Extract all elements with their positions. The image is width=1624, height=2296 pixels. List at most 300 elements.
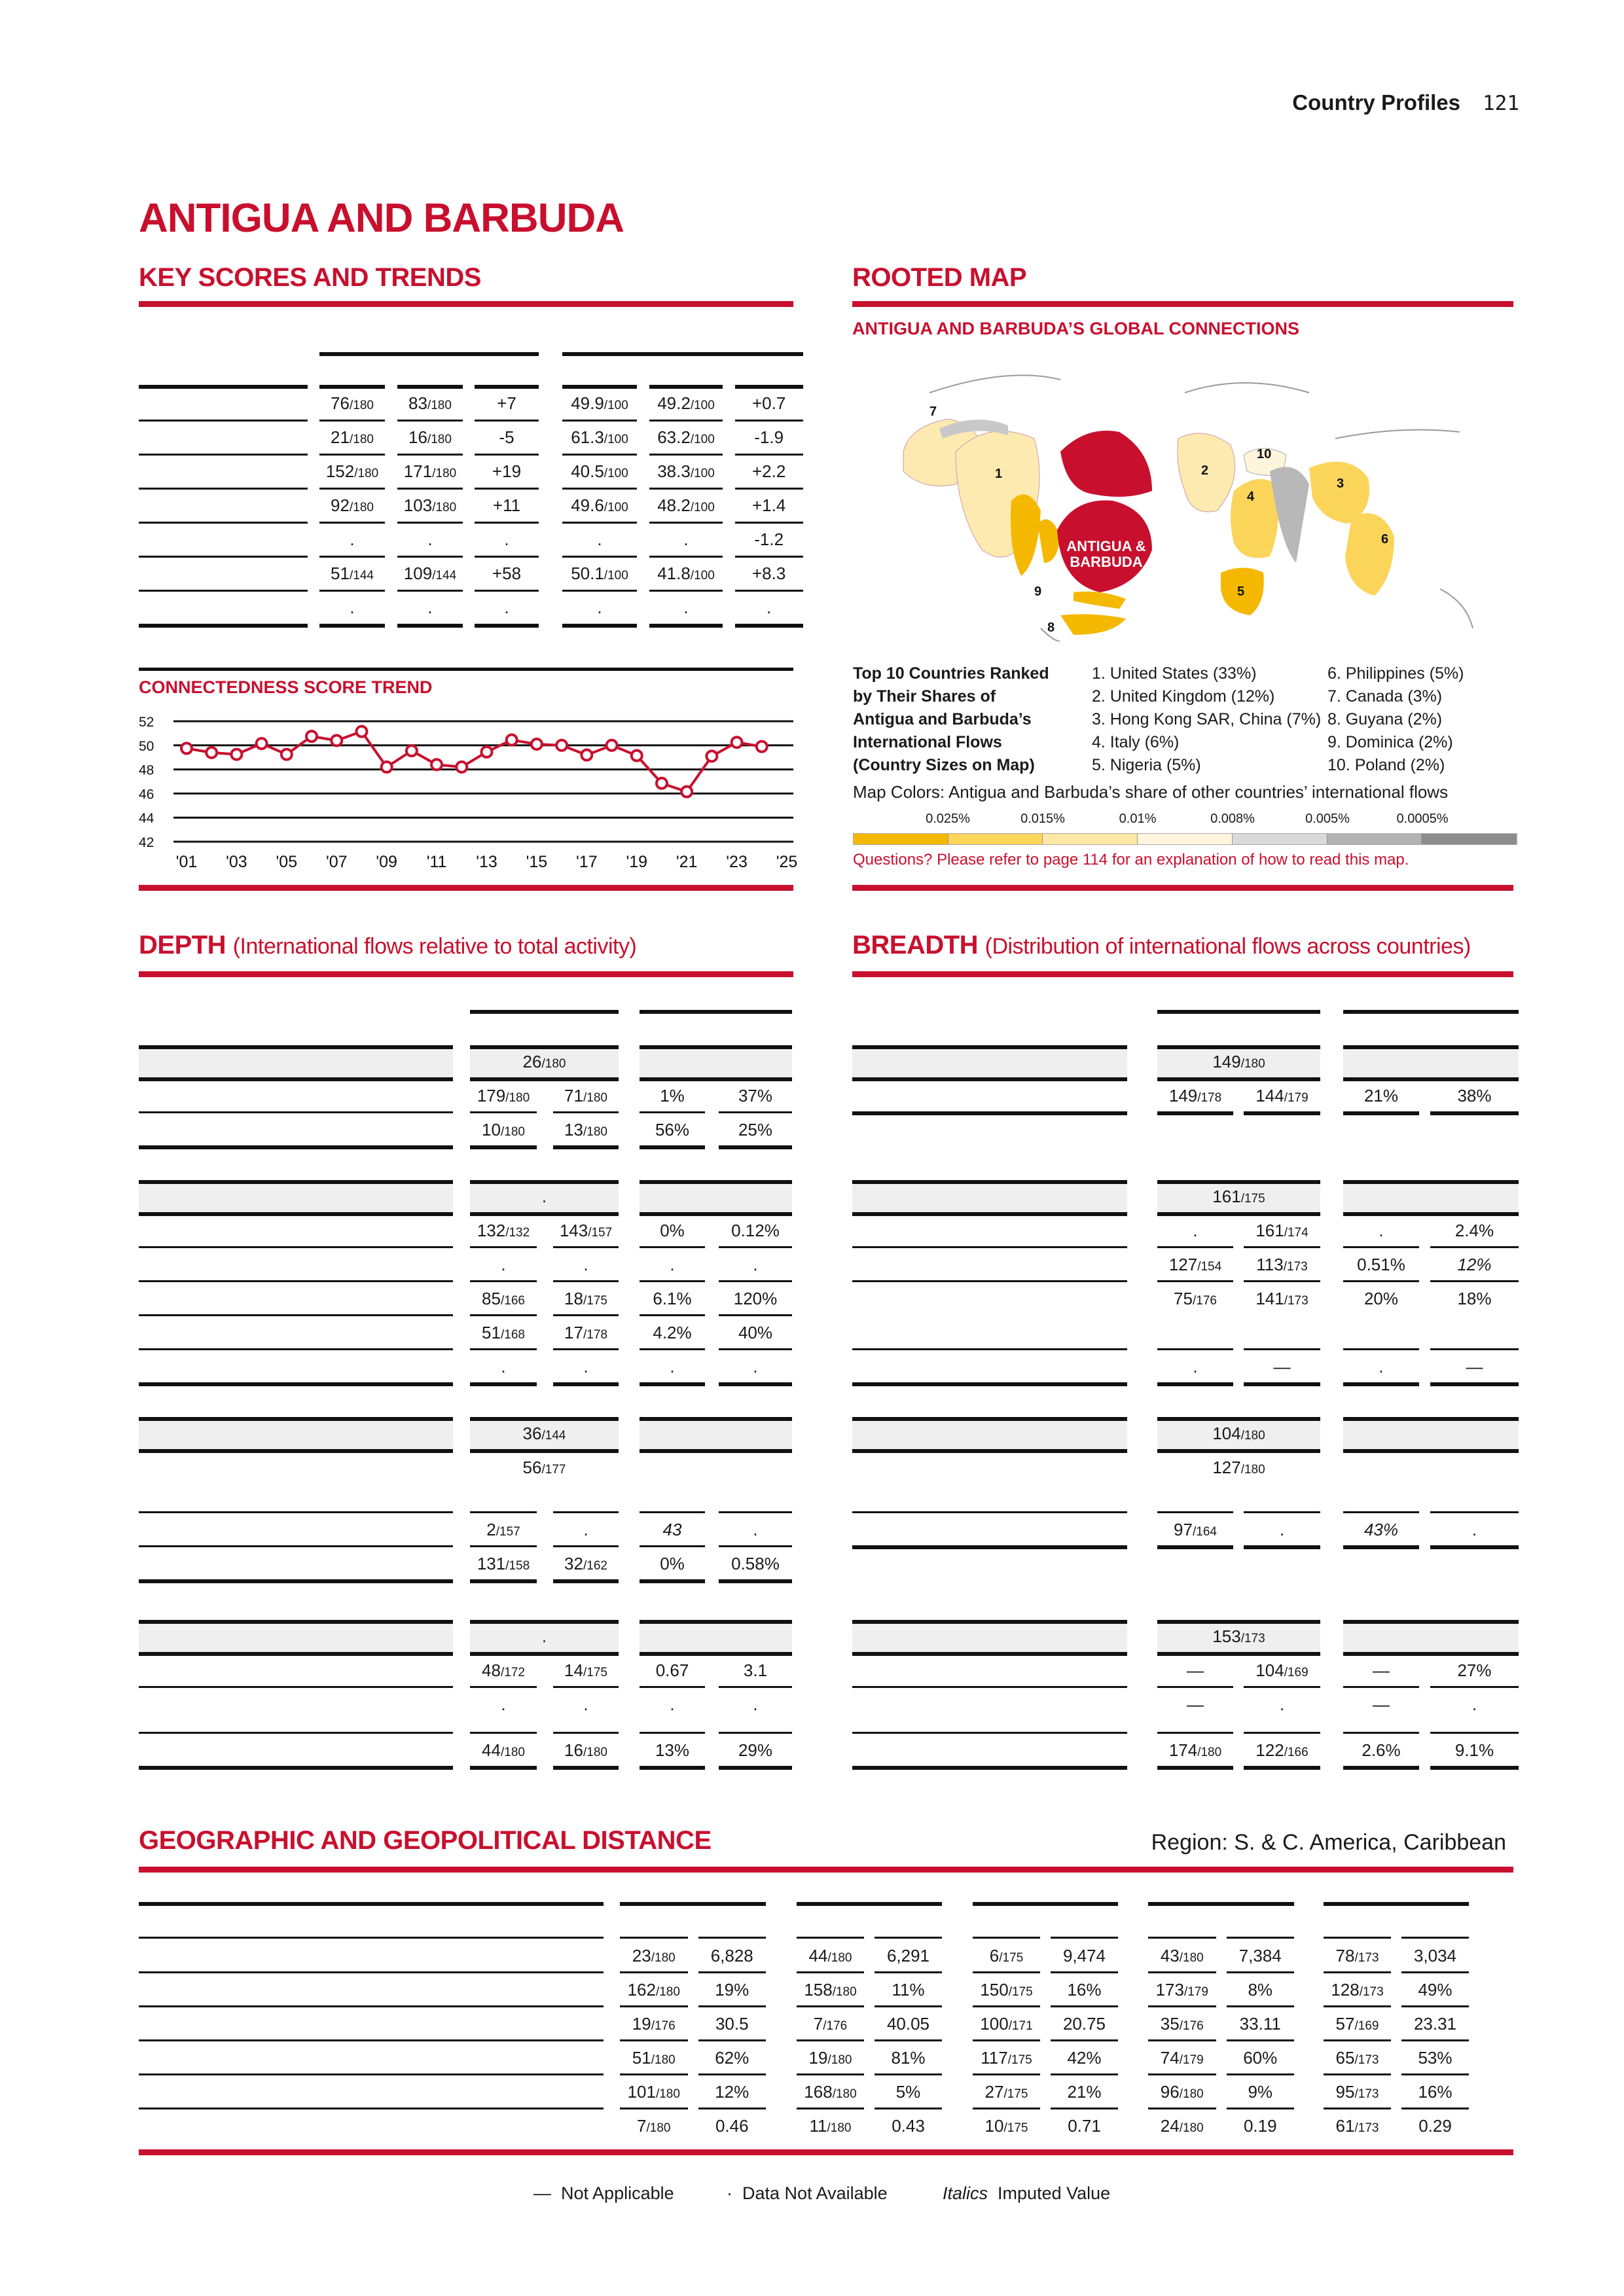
row-rule [649,522,723,524]
value: 0% [660,1221,685,1240]
row-rule [735,590,803,592]
value: . [670,1357,675,1376]
value: 153 [1212,1626,1241,1646]
row-rule [553,1280,619,1282]
score-cell [735,495,803,516]
value: -5 [499,427,514,447]
data-point [607,740,617,751]
value: 20% [1363,1289,1399,1308]
rooted-map-rule [852,301,1513,307]
trend-title: CONNECTEDNESS SCORE TREND [139,677,433,697]
score-cell [562,529,638,550]
value: 51 [632,2048,651,2068]
data-point [431,759,442,770]
geo-rank [797,1979,864,2001]
value: 44 [482,1740,501,1760]
rank-outward [1157,1519,1233,1541]
geo-subheader-rule [1324,1937,1391,1939]
geo-row-rule [139,1971,604,1973]
value: — [1273,1357,1291,1376]
row-rule [139,1579,453,1583]
row-rule [640,1511,705,1513]
value: . [753,1255,758,1274]
row-rule [397,624,462,628]
section-header-rule [852,1449,1127,1453]
y-tick-label: 52 [139,715,154,730]
row-rule [139,1348,453,1350]
row-rule [640,1246,705,1248]
geo-bottom-rule [139,2149,1513,2155]
row-rule [139,488,308,490]
region-caribbean-shapes-2 [1038,519,1060,563]
value: 143 [559,1221,588,1240]
geo-row-rule [620,1971,688,1973]
rank-outward [470,1254,537,1276]
rank-outward [1157,1288,1233,1310]
geo-level: 42% [1067,2048,1102,2068]
rank-outward [470,1519,537,1541]
value: 27 [984,2082,1004,2102]
denominator: /180 [827,2053,852,2067]
value: 48 [482,1660,501,1680]
value: . [1471,1520,1477,1539]
value: 25% [738,1120,773,1139]
row-rule [1430,1246,1519,1248]
level-group-rule [640,1010,792,1014]
row-rule [852,1280,1127,1282]
section-header-rule [1343,1212,1519,1216]
value: 85 [482,1289,501,1308]
section-top-rule [1343,1417,1519,1421]
row-rule [852,1545,1127,1549]
geo-rank [1324,2115,1391,2137]
value: 158 [804,1980,833,2000]
value: 150 [980,1980,1009,2000]
map-number-5: 5 [1237,584,1245,599]
geo-level: 62% [715,2048,749,2068]
geo-row-rule [797,2073,864,2075]
score-cell [735,597,803,619]
geo-rank [1324,1979,1391,2001]
value: 122 [1255,1740,1284,1760]
geo-subheader-rule [1051,1937,1118,1939]
section-top-rule [852,1045,1127,1049]
geo-row-rule [973,2073,1040,2075]
section-header-shade [1343,1622,1519,1652]
section-header-rule [1157,1652,1320,1656]
legend-not-applicable [533,2183,674,2204]
denominator: /179 [1183,1985,1208,1999]
value: 71 [564,1086,583,1105]
geo-rank [973,1979,1040,2001]
x-tick-label: '07 [325,853,348,870]
section-header-rule [139,1652,453,1656]
score-cell [562,597,638,619]
denominator: /176 [823,2019,848,2033]
row-rule [319,420,385,422]
geo-group-rule [973,1902,1118,1906]
geo-row-rule [1227,2108,1295,2109]
row-rule [640,1545,705,1547]
denominator: /180 [655,1985,680,1999]
value: 43 [662,1520,682,1539]
score-cell [649,529,723,550]
level-outward [640,1322,705,1344]
value: 51 [331,564,350,583]
row-rule [1430,1545,1519,1549]
score-cell [649,393,723,414]
level-inward [719,1694,792,1715]
rank-inward [1244,1220,1320,1242]
denominator: /180 [349,399,374,412]
rank-inward [553,1694,619,1715]
row-rule [719,1111,792,1113]
rank-outward [1157,1085,1233,1107]
top10-item: 10. Poland (2%) [1327,756,1445,774]
row-rule [475,488,539,490]
row-rule [1430,1382,1519,1386]
geo-row-rule [1051,2073,1118,2075]
geo-row-rule [1148,2108,1216,2109]
value: 101 [627,2082,656,2102]
map-help-note: Questions? Please refer to page 114 for an explanation of how to read this map. [853,851,1409,869]
section-top-rule [139,1417,453,1421]
row-rule [319,454,385,456]
geo-subheader-rule [1401,1937,1469,1939]
value: . [1379,1357,1384,1376]
value: 37% [738,1086,773,1105]
data-point [456,762,467,772]
rank-group-rule [1157,1010,1320,1014]
top10-item: 5. Nigeria (5%) [1092,756,1201,774]
row-rule [397,590,462,592]
row-rule [1244,1545,1320,1549]
home-label-line2: BARBUDA [1070,554,1143,570]
geo-row-rule [875,1971,942,1973]
denominator: /180 [1240,1057,1265,1071]
row-rule [640,1145,705,1149]
section-top-rule [1157,1180,1320,1184]
denominator: /158 [505,1559,530,1573]
geo-rank [1324,2013,1391,2035]
depth-heading-label: DEPTH [139,931,226,960]
row-rule [640,1314,705,1316]
value: 50.1 [571,564,604,583]
row-rule [139,1314,453,1316]
trend-top-rule [139,668,793,671]
section-header-shade [139,1622,453,1652]
map-number-7: 7 [929,404,937,419]
row-rule [139,624,308,628]
row-rule [852,1246,1127,1248]
section-top-rule [852,1417,1127,1421]
row-rule [1157,1511,1233,1513]
geo-row-rule [1227,2039,1295,2041]
score-cell [475,597,539,619]
row-rule [1157,1111,1233,1115]
key-scores-heading: KEY SCORES AND TRENDS [139,263,481,292]
row-rule [553,1511,619,1513]
row-rule [640,1382,705,1386]
denominator: /100 [690,433,715,446]
value: . [597,529,602,549]
value: 161 [1255,1221,1284,1240]
x-tick-label: '13 [476,853,497,870]
denominator: /169 [1354,2019,1379,2033]
rank-inward [553,1660,619,1681]
section-top-rule [470,1417,619,1421]
section-top-rule [640,1045,792,1049]
row-rule [1244,1382,1320,1386]
section-top-rule [1343,1620,1519,1624]
rank-inward [553,1220,619,1242]
value: -1.9 [754,427,784,447]
row-rule [1343,1111,1419,1115]
geo-row-rule [797,2005,864,2007]
value: 104 [1255,1660,1284,1680]
row-rule [470,1280,537,1282]
level-outward [640,1553,705,1575]
score-cell [562,393,638,414]
denominator: /154 [1197,1260,1222,1274]
value: 49.9 [571,393,604,413]
legend-swatch [1138,834,1233,844]
value: +11 [492,495,521,515]
geo-rank [1324,1945,1391,1967]
rank-inward [553,1085,619,1107]
score-cell [649,597,723,619]
section-top-rule [470,1180,619,1184]
rank-inward [1244,1288,1320,1310]
top10-list-2 [1327,662,1464,777]
section-top-rule [640,1180,792,1184]
legend-label: 0.005% [1305,812,1350,826]
geo-row-rule [1227,2073,1295,2075]
top10-caption-line: International Flows [853,733,1002,751]
score-cell [735,393,803,414]
row-rule [553,1766,619,1770]
row-rule [319,556,385,558]
rooted-map-subtitle: ANTIGUA AND BARBUDA’S GLOBAL CONNECTIONS [852,319,1300,338]
geo-row-rule [1401,2039,1469,2041]
geo-rank [797,1945,864,1967]
level-outward [1343,1220,1419,1242]
row-rule [1343,1511,1419,1513]
score-cell [319,597,385,619]
row-rule [1244,1111,1320,1115]
denominator: /157 [588,1226,613,1240]
value: — [1187,1695,1204,1714]
section-header-shade [640,1419,792,1449]
row-rule [1430,1766,1519,1770]
denominator: /157 [496,1525,520,1539]
score-cell [475,393,539,414]
rank-outward [470,1740,537,1761]
value: 16 [564,1740,583,1760]
merged-rank [1157,1457,1320,1479]
value: 7 [637,2116,647,2136]
data-point [356,726,367,737]
value: 40.5 [571,461,604,481]
value: 18 [564,1289,583,1308]
level-inward [1430,1694,1519,1715]
geo-level: 0.29 [1418,2116,1452,2136]
section-top-rule [640,1620,792,1624]
geo-row-rule [1324,2073,1391,2075]
column-header-rule [649,385,723,389]
value: 0.12% [731,1221,780,1240]
value: . [583,1520,588,1539]
denominator: /173 [1284,1294,1308,1308]
geo-row-rule [620,2108,688,2109]
value: 103 [403,495,433,515]
denominator: /180 [827,1951,852,1965]
value: 14 [564,1660,583,1680]
row-rule [139,590,308,592]
value: +19 [492,461,522,481]
x-tick-label: '19 [626,853,648,870]
row-rule [562,420,638,422]
denominator: /173 [1240,1632,1265,1645]
rank-inward [1244,1254,1320,1276]
value: +8.3 [751,564,786,583]
geo-row-rule [620,2073,688,2075]
geo-level: 5% [895,2082,921,2102]
geo-rank [797,2013,864,2035]
geo-subheader-rule [875,1937,942,1939]
geo-level: 16% [1067,1980,1102,2000]
value: 36 [522,1424,542,1443]
geo-subheader-rule [1227,1937,1295,1939]
row-rule [562,522,638,524]
section-top-rule [1157,1045,1320,1049]
denominator: /179 [1179,2053,1204,2067]
row-rule [719,1766,792,1770]
geo-label-top-rule [139,1902,604,1906]
denominator: /169 [1284,1666,1308,1679]
trend-bottom-rule [139,885,793,891]
score-cell [475,495,539,516]
denominator: /180 [1179,2087,1204,2101]
dash-symbol: — [533,2183,551,2203]
rank-outward [470,1119,537,1141]
key-scores-rule [139,301,793,307]
data-point [632,750,642,761]
top10-caption [853,662,1049,777]
section-header-rule [852,1077,1127,1081]
value: 18% [1457,1289,1492,1308]
geo-rank [620,1979,688,2001]
geo-rank [797,2081,864,2103]
section-header-shade [640,1182,792,1212]
level-outward [1343,1254,1419,1276]
value: 56 [522,1458,542,1477]
row-rule [553,1382,619,1386]
top10-item: 1. United States (33%) [1092,664,1257,683]
top10-item: 8. Guyana (2%) [1327,710,1443,728]
denominator: /178 [1197,1091,1222,1105]
geo-group-rule [1148,1902,1294,1906]
score-group-rule [562,352,803,356]
top10-item: 3. Hong Kong SAR, China (7%) [1092,710,1322,728]
section-header-rule [640,1449,792,1453]
value: 113 [1256,1255,1284,1274]
score-cell [475,563,539,584]
value: 3.1 [743,1660,768,1680]
value: 19 [808,2048,828,2068]
row-rule [1244,1280,1320,1282]
denominator: /166 [1284,1746,1308,1759]
section-top-rule [1157,1417,1320,1421]
denominator: /100 [690,467,715,480]
geo-rank [620,2115,688,2137]
row-rule [562,454,638,456]
value: 168 [804,2082,833,2102]
value: 17 [564,1323,583,1342]
map-number-8: 8 [1047,620,1055,635]
value: 48.2 [657,495,691,515]
value: 132 [477,1221,506,1240]
top10-item: 2. United Kingdom (12%) [1092,687,1275,706]
rooted-map [877,353,1506,641]
row-rule [139,1382,453,1386]
geo-row-rule [1324,2039,1391,2041]
row-rule [1430,1511,1519,1513]
denominator: /166 [500,1294,525,1308]
row-rule [139,1545,453,1547]
row-rule [139,1145,453,1149]
section-header-shade [852,1622,1127,1652]
denominator: /175 [1003,2087,1028,2101]
row-rule [1244,1766,1320,1770]
value: . [753,1520,758,1539]
row-rule [735,488,803,490]
rank-group-rule [319,352,539,356]
geo-group-rule [1324,1902,1469,1906]
row-rule [470,1766,537,1770]
section-header-rule [1157,1212,1320,1216]
breadth-heading-label: BREADTH [852,931,979,960]
row-rule [397,522,462,524]
geo-row-rule [973,2039,1040,2041]
row-rule [719,1732,792,1734]
legend-label: 0.0005% [1396,812,1449,826]
row-rule [649,590,723,592]
value: +0.7 [751,393,786,413]
row-rule [1343,1348,1419,1350]
section-header-rule [852,1212,1127,1216]
row-rule [719,1382,792,1386]
country-8-guyana [1060,614,1126,635]
section-header-rule [470,1449,619,1453]
value: . [501,1255,506,1274]
row-rule [553,1732,619,1734]
geo-rank [1324,2047,1391,2069]
denominator: /180 [541,1057,566,1071]
geo-level: 23.31 [1413,2014,1457,2034]
denominator: /162 [583,1559,607,1573]
score-cell [735,427,803,448]
page-number: 121 [1483,92,1519,115]
row-rule [640,1732,705,1734]
score-cell [649,427,723,448]
geo-subheader-rule [797,1937,864,1939]
row-rule [470,1145,537,1149]
rank-inward [1244,1660,1320,1681]
value: 0.51% [1357,1255,1405,1274]
section-rank [1157,1186,1320,1208]
italics-symbol: Italics [943,2183,988,2203]
